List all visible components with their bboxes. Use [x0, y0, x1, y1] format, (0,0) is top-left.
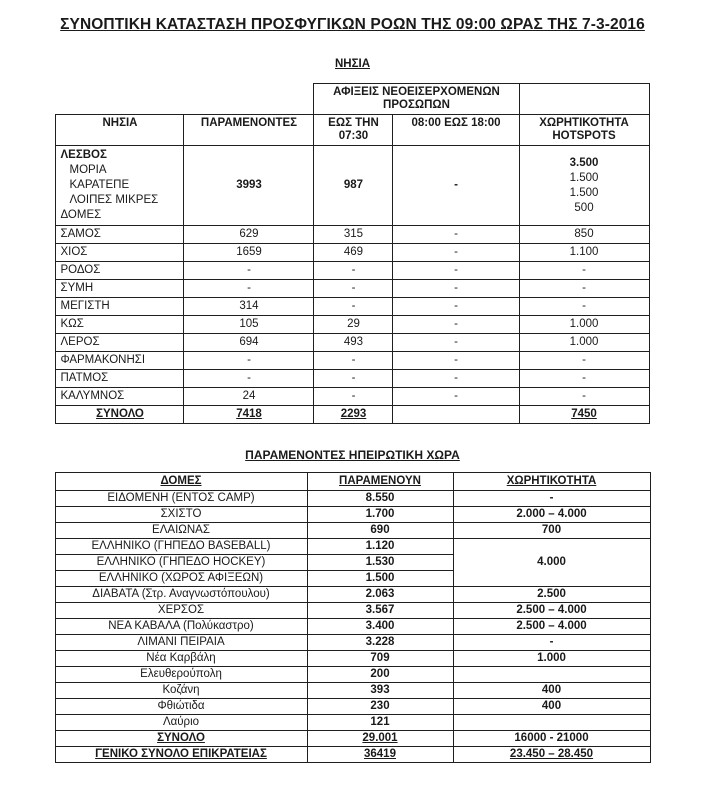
site-remaining-cell: 200 [307, 667, 453, 683]
col-header-sites: ΔΟΜΕΣ [55, 473, 307, 491]
grand-total-label: ΓΕΝΙΚΟ ΣΥΝΟΛΟ ΕΠΙΚΡΑΤΕΙΑΣ [55, 747, 307, 763]
site-name-cell: ΕΛΛΗΝΙΚΟ (ΧΩΡΟΣ ΑΦΙΞΕΩΝ) [55, 571, 307, 587]
site-row [55, 699, 650, 715]
site-remaining-cell: 1.700 [307, 507, 453, 523]
grand-total-remaining: 36419 [307, 747, 453, 763]
island-name: ΛΕΣΒΟΣ [60, 149, 107, 161]
page-title: ΣΥΝΟΠΤΙΚΗ ΚΑΤΑΣΤΑΣΗ ΠΡΟΣΦΥΓΙΚΩΝ ΡΟΩΝ ΤΗΣ 09:00 ΩΡΑΣ ΤΗΣ 7-3-2016 [60, 16, 645, 33]
site-remaining-cell: 2.063 [307, 587, 453, 603]
island-name-cell: ΣΥΜΗ [56, 280, 184, 298]
site-remaining-cell: 393 [307, 683, 453, 699]
lesvos-remaining-cell [184, 146, 314, 226]
island-row [56, 352, 649, 370]
islands-group-header-row [56, 84, 649, 115]
island-capacity-cell: - [519, 370, 649, 388]
islands-section-title: ΝΗΣΙΑ [334, 58, 370, 70]
lesvos-block-row [56, 146, 649, 226]
lesvos-remaining: 3993 [236, 179, 262, 191]
site-capacity-cell: 2.500 [453, 587, 650, 603]
mainland-header-row [55, 473, 650, 491]
site-remaining-cell: 8.550 [307, 491, 453, 507]
island-until-0730-cell: 315 [314, 226, 393, 244]
mainland-total-remaining: 29.001 [307, 731, 453, 747]
site-capacity-cell [453, 667, 650, 683]
island-remaining-cell: - [184, 280, 314, 298]
island-until-0730-cell: - [314, 352, 393, 370]
site-row [55, 539, 650, 555]
islands-table [55, 83, 649, 424]
site-row [55, 587, 650, 603]
site-remaining-cell: 121 [307, 715, 453, 731]
island-row [56, 316, 649, 334]
site-row [55, 603, 650, 619]
site-name-cell: ΕΙΔΟΜΕΝΗ (ΕΝΤΟΣ CAMP) [55, 491, 307, 507]
arrivals-group-header: ΑΦΙΞΕΙΣ ΝΕΟΕΙΣΕΡΧΟΜΕΝΩΝ ΠΡΟΣΩΠΩΝ [314, 84, 519, 115]
island-until-0730-cell: - [314, 280, 393, 298]
blank-header-cell [519, 84, 649, 115]
island-row [56, 298, 649, 316]
island-capacity-cell: 1.100 [519, 244, 649, 262]
site-row [55, 635, 650, 651]
island-0800-1800-cell: - [393, 352, 519, 370]
site-row [55, 651, 650, 667]
site-row [55, 619, 650, 635]
island-0800-1800-cell: - [393, 388, 519, 406]
site-row [55, 715, 650, 731]
island-row [56, 226, 649, 244]
island-remaining-cell: - [184, 370, 314, 388]
island-substructure-name: ΚΑΡΑΤΕΠΕ [69, 179, 130, 191]
island-row [56, 262, 649, 280]
island-until-0730-cell: 493 [314, 334, 393, 352]
island-remaining-cell: 694 [184, 334, 314, 352]
island-name-cell: ΛΕΡΟΣ [56, 334, 184, 352]
site-remaining-cell: 3.228 [307, 635, 453, 651]
site-row [55, 507, 650, 523]
site-row [55, 683, 650, 699]
lesvos-capacity-cell [519, 146, 649, 226]
site-remaining-cell: 3.567 [307, 603, 453, 619]
lesvos-name-cell [56, 146, 184, 226]
mainland-table [55, 472, 651, 763]
island-0800-1800-cell: - [393, 262, 519, 280]
island-0800-1800-cell: - [393, 298, 519, 316]
island-0800-1800-cell: - [393, 280, 519, 298]
island-name-cell: ΦΑΡΜΑΚΟΝΗΣΙ [56, 352, 184, 370]
island-name-cell: ΣΑΜΟΣ [56, 226, 184, 244]
island-until-0730-cell: - [314, 262, 393, 280]
islands-column-header-row [56, 115, 649, 146]
mainland-total-label: ΣΥΝΟΛΟ [55, 731, 307, 747]
lesvos-capacity: 3.500 [569, 156, 599, 169]
col-header-hotspot-capacity: ΧΩΡΗΤΙΚΟΤΗΤΑ HOTSPOTS [519, 115, 649, 146]
mainland-total-row [55, 731, 650, 747]
site-name-cell: ΔΙΑΒΑΤΑ (Στρ. Αναγνωστόπουλου) [55, 587, 307, 603]
lesvos-until-0730-cell [314, 146, 393, 226]
site-row [55, 491, 650, 507]
island-row [56, 334, 649, 352]
site-capacity-cell: 700 [453, 523, 650, 539]
island-remaining-cell: - [184, 262, 314, 280]
site-name-cell: Ελευθερούπολη [55, 667, 307, 683]
site-capacity-cell: 1.000 [453, 651, 650, 667]
island-name-cell: ΚΑΛΥΜΝΟΣ [56, 388, 184, 406]
island-capacity-cell: - [519, 388, 649, 406]
site-remaining-cell: 690 [307, 523, 453, 539]
lesvos-until-0730: 987 [343, 179, 364, 191]
site-name-cell: ΝΕΑ ΚΑΒΑΛΑ (Πολύκαστρο) [55, 619, 307, 635]
grand-total-row [55, 747, 650, 763]
island-name-cell: ΧΙΟΣ [56, 244, 184, 262]
island-capacity-cell: - [519, 280, 649, 298]
island-capacity-cell: - [519, 262, 649, 280]
island-substructure-name: ΜΟΡΙΑ [69, 164, 107, 176]
lesvos-0800-1800: - [454, 179, 458, 191]
site-remaining-cell: 1.530 [307, 555, 453, 571]
site-capacity-cell [453, 715, 650, 731]
col-header-remain: ΠΑΡΑΜΕΝΟΥΝ [307, 473, 453, 491]
island-name-cell: ΜΕΓΙΣΤΗ [56, 298, 184, 316]
site-capacity-cell: 400 [453, 699, 650, 715]
island-capacity-cell: 1.000 [519, 316, 649, 334]
site-name-cell: Λαύριο [55, 715, 307, 731]
site-name-cell: ΕΛΛΗΝΙΚΟ (ΓΗΠΕΔΟ HOCKEY) [55, 555, 307, 571]
col-header-0800-1800: 08:00 ΕΩΣ 18:00 [393, 115, 519, 146]
island-row [56, 244, 649, 262]
col-header-remaining: ΠΑΡΑΜΕΝΟΝΤΕΣ [184, 115, 314, 146]
island-remaining-cell: 24 [184, 388, 314, 406]
island-capacity-cell: 850 [519, 226, 649, 244]
substructure-capacity: 500 [574, 201, 594, 214]
island-row [56, 388, 649, 406]
island-remaining-cell: - [184, 352, 314, 370]
island-until-0730-cell: - [314, 388, 393, 406]
site-capacity-cell: - [453, 491, 650, 507]
site-capacity-cell: 400 [453, 683, 650, 699]
site-capacity-cell: - [453, 635, 650, 651]
site-remaining-cell: 709 [307, 651, 453, 667]
mainland-section-title: ΠΑΡΑΜΕΝΟΝΤΕΣ ΗΠΕΙΡΩΤΙΚΗ ΧΩΡΑ [245, 448, 460, 462]
site-row [55, 523, 650, 539]
island-name-cell: ΡΟΔΟΣ [56, 262, 184, 280]
island-row [56, 370, 649, 388]
site-name-cell: Φθιώτιδα [55, 699, 307, 715]
islands-total-remaining: 7418 [184, 406, 314, 424]
site-name-cell: ΕΛΑΙΩΝΑΣ [55, 523, 307, 539]
site-remaining-cell: 1.120 [307, 539, 453, 555]
island-0800-1800-cell: - [393, 370, 519, 388]
island-0800-1800-cell: - [393, 244, 519, 262]
island-remaining-cell: 629 [184, 226, 314, 244]
lesvos-0800-1800-cell [393, 146, 519, 226]
island-name-cell: ΠΑΤΜΟΣ [56, 370, 184, 388]
site-row [55, 667, 650, 683]
mainland-total-capacity: 16000 - 21000 [453, 731, 650, 747]
island-0800-1800-cell: - [393, 334, 519, 352]
island-until-0730-cell: 469 [314, 244, 393, 262]
site-capacity-cell: 2.000 – 4.000 [453, 507, 650, 523]
island-until-0730-cell: 29 [314, 316, 393, 334]
island-capacity-cell: - [519, 298, 649, 316]
islands-total-label: ΣΥΝΟΛΟ [56, 406, 184, 424]
substructure-capacity: 1.500 [569, 186, 599, 199]
island-remaining-cell: 105 [184, 316, 314, 334]
site-capacity-cell: 2.500 – 4.000 [453, 619, 650, 635]
island-name-cell: ΚΩΣ [56, 316, 184, 334]
island-row [56, 280, 649, 298]
islands-total-row [56, 406, 649, 424]
island-0800-1800-cell: - [393, 226, 519, 244]
site-name-cell: ΣΧΙΣΤΟ [55, 507, 307, 523]
site-capacity-cell: 2.500 – 4.000 [453, 603, 650, 619]
site-remaining-cell: 3.400 [307, 619, 453, 635]
site-name-cell: Κοζάνη [55, 683, 307, 699]
substructure-capacity: 1.500 [569, 171, 599, 184]
site-remaining-cell: 1.500 [307, 571, 453, 587]
island-0800-1800-cell: - [393, 316, 519, 334]
islands-total-capacity: 7450 [519, 406, 649, 424]
islands-total-0800-1800 [393, 406, 519, 424]
island-substructure-name: ΛΟΙΠΕΣ ΜΙΚΡΕΣ [69, 194, 159, 206]
island-capacity-cell: 1.000 [519, 334, 649, 352]
island-until-0730-cell: - [314, 370, 393, 388]
site-capacity-cell: 4.000 [453, 539, 650, 587]
islands-total-until-0730: 2293 [314, 406, 393, 424]
grand-total-capacity: 23.450 – 28.450 [453, 747, 650, 763]
island-until-0730-cell: - [314, 298, 393, 316]
blank-corner-cell [56, 84, 314, 115]
site-name-cell: ΕΛΛΗΝΙΚΟ (ΓΗΠΕΔΟ BASEBALL) [55, 539, 307, 555]
island-substructure-name: ΔΟΜΕΣ [60, 209, 102, 221]
site-name-cell: Νέα Καρβάλη [55, 651, 307, 667]
col-header-islands: ΝΗΣΙΑ [56, 115, 184, 146]
island-capacity-cell: - [519, 352, 649, 370]
island-remaining-cell: 314 [184, 298, 314, 316]
island-remaining-cell: 1659 [184, 244, 314, 262]
site-name-cell: ΛΙΜΑΝΙ ΠΕΙΡΑΙΑ [55, 635, 307, 651]
site-name-cell: ΧΕΡΣΟΣ [55, 603, 307, 619]
site-remaining-cell: 230 [307, 699, 453, 715]
col-header-capacity: ΧΩΡΗΤΙΚΟΤΗΤΑ [453, 473, 650, 491]
col-header-until-0730: ΕΩΣ ΤΗΝ 07:30 [314, 115, 393, 146]
